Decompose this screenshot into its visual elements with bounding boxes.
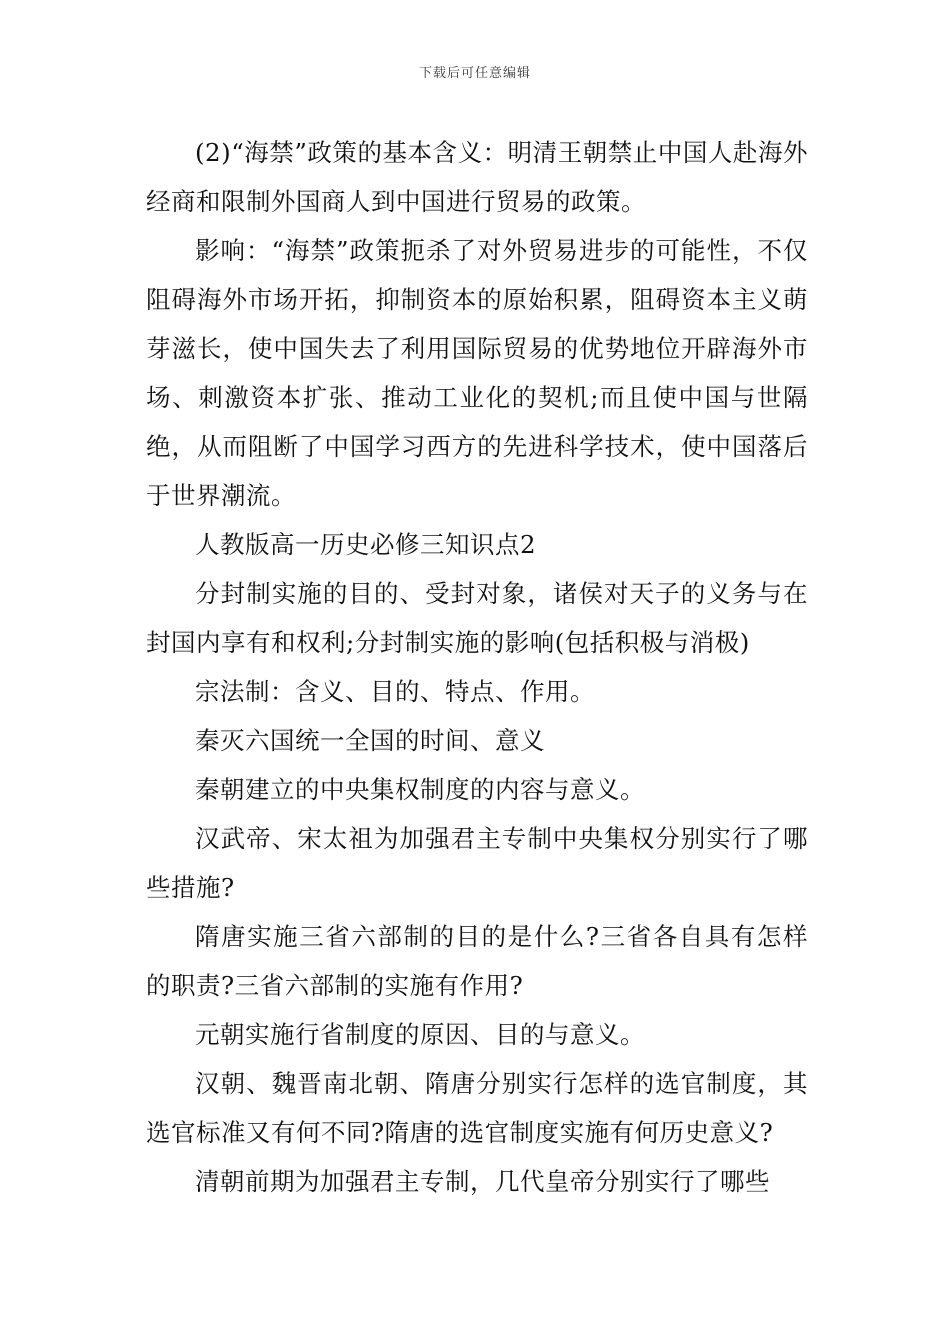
- section-title: 人教版高一历史必修三知识点2: [195, 530, 537, 559]
- paragraph-official-selection: 汉朝、魏晋南北朝、隋唐分别实行怎样的选官制度，其选官标准又有何不同?隋唐的选官制度实施有何历史意义?: [146, 1069, 808, 1147]
- document-body: [146, 128, 808, 1206]
- paragraph-qing-autocracy: 清朝前期为加强君主专制，几代皇帝分别实行了哪些: [195, 1167, 770, 1196]
- paragraph-three-departments: 隋唐实施三省六部制的目的是什么?三省各自具有怎样的职责?三省六部制的实施有作用?: [146, 922, 808, 1000]
- paragraph-zongfa: 宗法制：含义、目的、特点、作用。: [195, 677, 595, 706]
- paragraph-haijin-impact: 影响：“海禁”政策扼杀了对外贸易进步的可能性，不仅阻碍海外市场开拓，抑制资本的原始积累，阻碍资本主义萌芽滋长，使中国失去了利用国际贸易的优势地位开辟海外市场、刺激资本扩张、推动工业化的契机;而且使中国与世隔绝，从而阻断了中国学习西方的先进科学技术，使中国落后于世界潮流。: [146, 236, 808, 510]
- paragraph-fengjian: 分封制实施的目的、受封对象，诸侯对天子的义务与在封国内享有和权利;分封制实施的影响(包括积极与消极): [146, 579, 808, 657]
- paragraph-qin-unification: 秦灭六国统一全国的时间、意义: [195, 726, 545, 755]
- paragraph-qin-centralization: 秦朝建立的中央集权制度的内容与意义。: [195, 775, 645, 804]
- paragraph-yuan-provinces: 元朝实施行省制度的原因、目的与意义。: [195, 1020, 645, 1049]
- paragraph-han-song-measures: 汉武帝、宋太祖为加强君主专制中央集权分别实行了哪些措施?: [146, 824, 808, 902]
- paragraph-haijin-definition: (2)“海禁”政策的基本含义：明清王朝禁止中国人赴海外经商和限制外国商人到中国进行贸易的政策。: [146, 138, 808, 216]
- page-header-note: 下载后可任意编辑: [418, 66, 531, 81]
